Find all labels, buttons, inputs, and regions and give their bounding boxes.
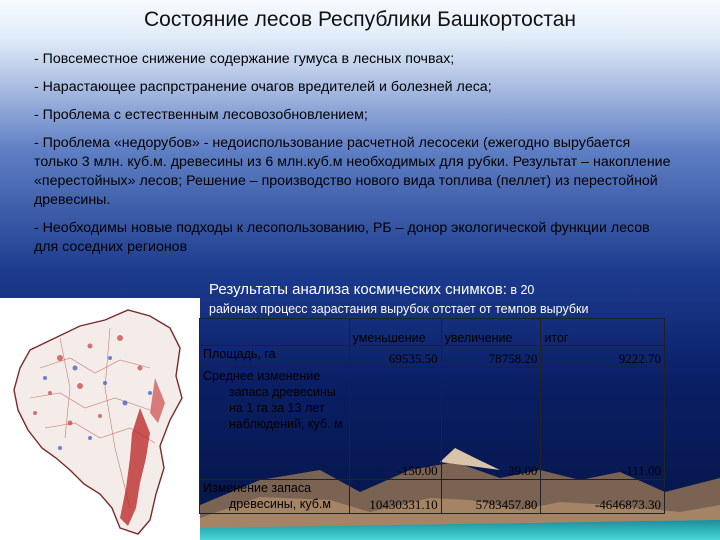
row-label-text: Площадь, га xyxy=(203,347,276,361)
table-header-cell: уменьшение xyxy=(349,319,441,346)
results-title xyxy=(209,281,534,298)
bullet-item: - Необходимы новые подходы к лесопользованию, РБ – донор экологической функции лесов для соседних регионов xyxy=(34,220,650,255)
bullet-list xyxy=(34,50,674,266)
row-label xyxy=(200,480,350,514)
table-row xyxy=(200,480,665,514)
forest-map-image xyxy=(0,298,200,540)
row-label-continuation: древесины, куб.м xyxy=(229,497,331,511)
bullet-item: - Проблема «недорубов» - недоиспользование расчетной лесосеки (ежегодно вырубается только 3 млн. куб.м. древесины из 6 млн.куб.м необходимых для рубки. Результат – накопление «перестойных» лесов; Решение – производство нового вида топлива (пеллет) из перестойной древесины. xyxy=(34,135,671,208)
page-title: Состояние лесов Республики Башкортостан xyxy=(144,8,576,31)
table-cell: -150.00 xyxy=(349,368,441,480)
table-header-cell: итог xyxy=(541,319,665,346)
row-label-text: Среднее изменение xyxy=(203,369,321,383)
table-cell: 39.00 xyxy=(441,368,541,480)
table-cell: -111.00 xyxy=(541,368,665,480)
table-cell: 5783457.80 xyxy=(441,480,541,514)
results-title-text: Результаты анализа космических снимков: xyxy=(209,281,507,298)
results-title-suffix: в 20 xyxy=(506,283,535,297)
bullet-item: - Проблема с естественным лесовозобновлением; xyxy=(34,107,368,123)
table-row xyxy=(200,346,665,368)
row-label xyxy=(200,368,350,480)
table-cell: 9222.70 xyxy=(541,346,665,368)
table-cell: 69535.50 xyxy=(349,346,441,368)
table-cell: 10430331.10 xyxy=(349,480,441,514)
row-label xyxy=(200,346,350,368)
row-label-continuation: запаса древесины на 1 га за 13 лет наблюдений, куб. м xyxy=(229,385,343,431)
table-row xyxy=(200,368,665,480)
row-label-text: Изменение запаса xyxy=(203,481,312,495)
bullet-item: - Нарастающее распрстранение очагов вредителей и болезней леса; xyxy=(34,79,492,95)
bullet-item: - Повсеместное снижение содержание гумуса в лесных почвах; xyxy=(34,51,455,67)
table-header-cell xyxy=(200,319,350,346)
table-header-row xyxy=(200,319,665,346)
table-cell: -4646873.30 xyxy=(541,480,665,514)
table-header-cell: увеличение xyxy=(441,319,541,346)
table-cell: 78758.20 xyxy=(441,346,541,368)
results-table xyxy=(199,318,665,514)
results-subtitle: районах процесс зарастания вырубок отстает от темпов вырубки xyxy=(209,302,589,316)
